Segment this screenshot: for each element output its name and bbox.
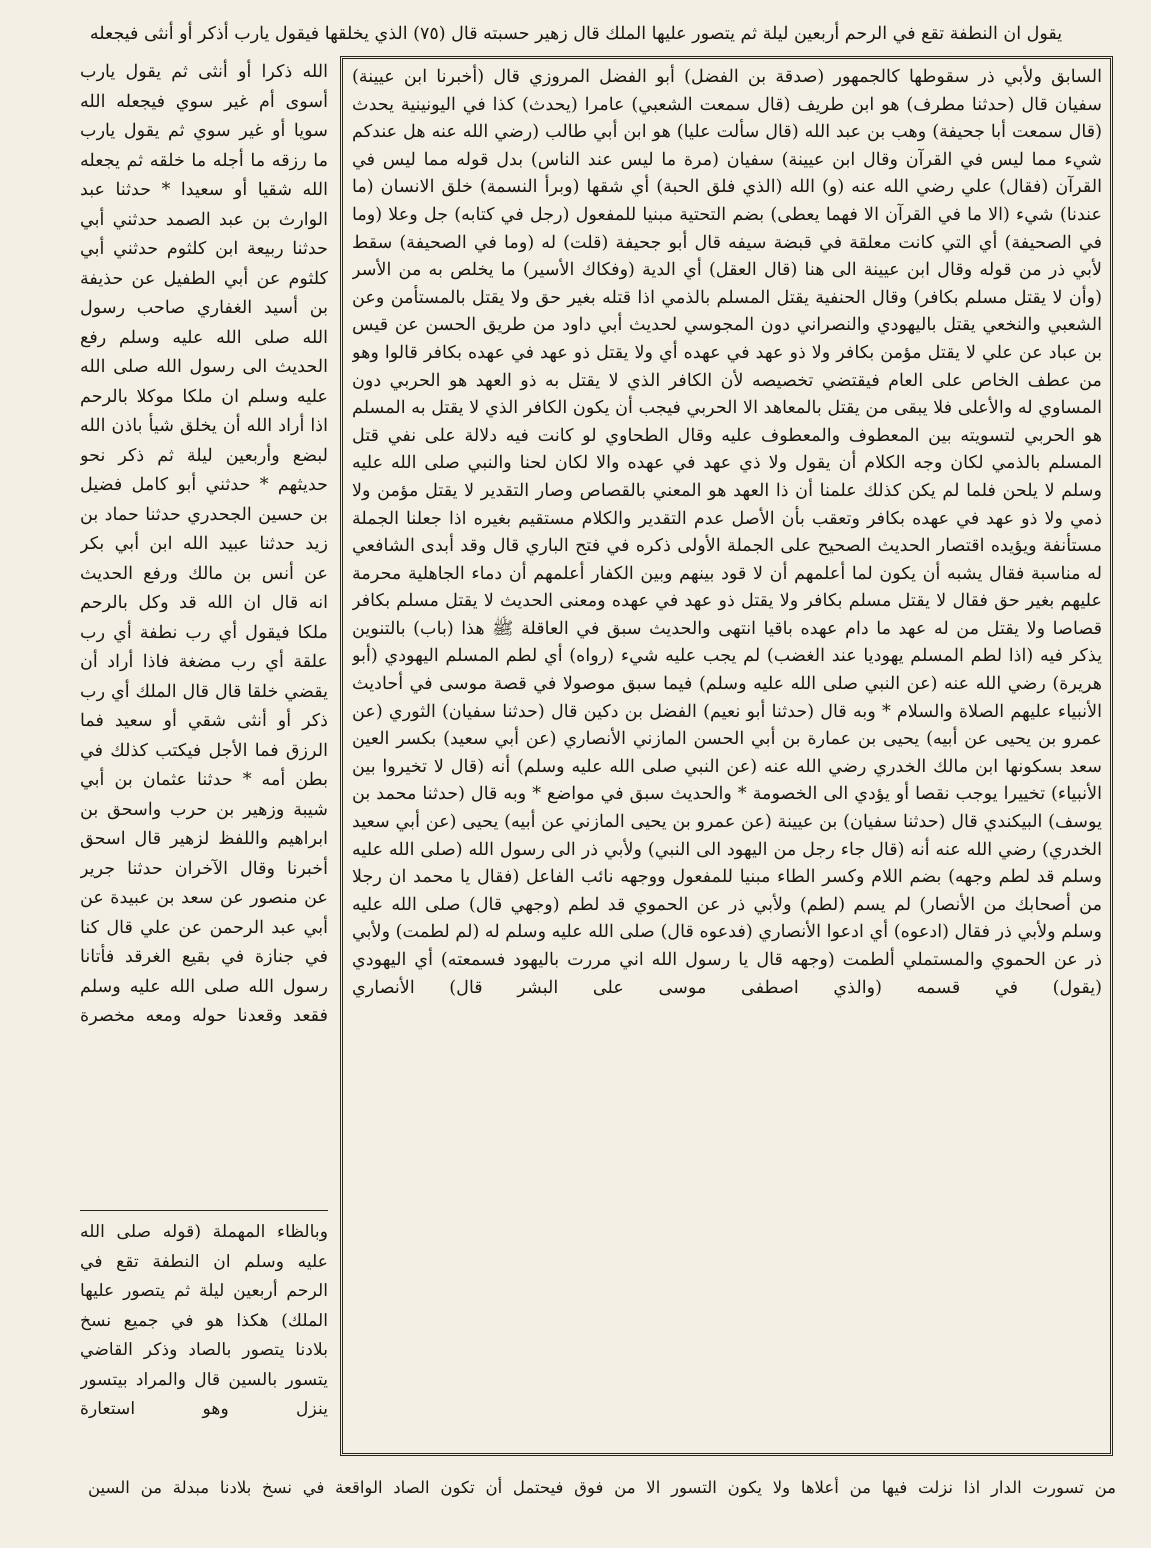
main-paragraph: السابق ولأبي ذر سقوطها كالجمهور (صدقة بن الفضل) أبو الفضل المروزي قال (أخبرنا ابن عيينة) سفيان قال (حدثنا مطرف) هو ابن طريف (قال سمعت الشعبي) عامرا (يحدث) كذا في اليونينية يحدث (قال سمعت أبا جحيفة) وهب بن عبد الله (قال سألت عليا) هو ابن أبي طالب (رضي الله عنه هل عندكم شيء مما ليس في القرآن وقال ابن عيينة) سفيان (مرة ما ليس عند الناس) بدل قوله مما ليس في القرآن (فقال) علي رضي الله عنه (و) الله (الذي فلق الحبة) أي شقها (وبرأ النسمة) خلق الانسان (ما عندنا) شيء (الا ما في القرآن الا فهما يعطى) بضم التحتية مبنيا للمفعول (رجل في كتابه) جل وعلا (وما في الصحيفة) أي التي كانت معلقة في قبضة سيفه قال أبو جحيفة (قلت) له (وما في الصحيفة) سقط لأبي ذر من قوله وقال ابن عيينة الى هنا (قال العقل) أي الدية (وفكاك الأسير) ما يخلص به من الأسر (وأن لا يقتل مسلم بكافر) وقال الحنفية يقتل المسلم بالذمي اذا قتله بغير حق ولا يقتل بالمستأمن وعن الشعبي والنخعي يقتل باليهودي والنصراني دون المجوسي لحديث أبي داود من طريق الحسن عن قيس بن عباد عن علي لا يقتل مؤمن بكافر ولا ذو عهد في عهده أي ولا يقتل ذو عهد في عهده بكافر قالوا وهو من عطف الخاص على العام فيقتضي تخصيصه لأن الكافر الذي لا يقتل به ذو العهد هو الحربي دون المساوي له والأعلى فلا يبقى من يقتل بالمعاهد الا الحربي فيجب أن يكون الكافر الذي لا يقتل به المسلم هو الحربي لتسويته بين المعطوف والمعطوف عليه وقال الطحاوي لو كانت فيه دلالة على نفي قتل المسلم بالذمي لكان وجه الكلام أن يقول ولا ذي عهد في عهده والا لكان لحنا والنبي صلى الله عليه وسلم لا يلحن فلما لم يكن كذلك علمنا أن ذا العهد هو المعني بالقصاص وصار التقدير لا يقتل مؤمن ولا ذمي ولا ذو عهد في عهده بكافر وتعقب بأن الأصل عدم التقدير والكلام مستقيم بغيره اذا جعلنا الجملة مستأنفة ويؤيده اقتصار الحديث الصحيح على الجملة الأولى ذكره في فتح الباري قال وقد أبدى الشافعي له مناسبة فقال يشبه أن يكون لما أعلمهم أن لا قود بينهم وبين الكفار أعلمهم أن دماء الجاهلية محرمة عليهم بغير حق فقال لا يقتل مسلم بكافر ولا يقتل ذو عهد في عهده ومعنى الحديث لا يقتل مسلم بكافر قصاصا ولا يقتل من له عهد ما دام عهده باقيا انتهى والحديث سبق في العاقلة ﷺ هذا (باب) بالتنوين يذكر فيه (اذا لطم المسلم يهوديا عند الغضب) لم يجب عليه شيء (رواه) أي لطم المسلم اليهودي (أبو هريرة) رضي الله عنه (عن النبي صلى الله عليه وسلم) فيما سبق موصولا في قصة موسى في أحاديث الأنبياء عليهم الصلاة والسلام * وبه قال (حدثنا أبو نعيم) الفضل بن دكين قال (حدثنا سفيان) الثوري (عن عمرو بن يحيى عن أبيه) يحيى بن عمارة بن أبي الحسن المازني الأنصاري (عن أبي سعيد) بكسر العين سعد بسكونها ابن مالك الخدري رضي الله عنه (عن النبي صلى الله عليه وسلم) أنه (قال لا تخيروا بين الأنبياء) تخييرا يوجب نقصا أو يؤدي الى الخصومة * والحديث سبق في مواضع * وبه قال (حدثنا محمد بن يوسف) البيكندي قال (حدثنا سفيان) بن عيينة (عن عمرو بن يحيى المازني عن أبيه) يحيى (عن أبي سعيد الخدري) رضي الله عنه أنه (قال جاء رجل من اليهود الى النبي) ولأبي ذر الى رسول الله (صلى الله عليه وسلم قد لطم وجهه) بضم اللام وكسر الطاء مبنيا للمفعول ووجهه نائب الفاعل (فقال يا محمد ان رجلا من أصحابك من الأنصار) لم يسم (لطم) ولأبي ذر عن الحموي قد لطم (وجهي قال) صلى الله عليه وسلم ولأبي ذر فقال (ادعوه) أي ادعوا الأنصاري (فدعوه قال) صلى الله عليه وسلم له (لم لطمت) ولأبي ذر عن الحموي والمستملي ألطمت (وجهه قال يا رسول الله اني مررت باليهود فسمعته) أي اليهودي (يقول) في قسمه (والذي اصطفى موسى على البشر قال) الأنصاري <box>352 67 1102 998</box>
page-header: يقول ان النطفة تقع في الرحم أربعين ليلة ثم يتصور عليها الملك قال زهير حسبته قال (٧٥) الذي يخلقها فيقول يارب أذكر أو أنثى فيجعله <box>89 24 1063 44</box>
margin-footnote-text <box>80 1218 328 1448</box>
note-paragraph: وبالظاء المهملة (قوله صلى الله عليه وسلم ان النطفة تقع في الرحم أربعين ليلة ثم يتصور عليها الملك) هكذا هو في جميع نسخ بلادنا يتصور بالصاد وذكر القاضي يتسور بالسين قال والمراد بيتسور ينزل وهو استعارة <box>80 1222 328 1419</box>
margin-hadith-text <box>80 58 328 1208</box>
main-commentary-text <box>352 64 1102 1444</box>
margin-divider <box>80 1210 328 1211</box>
margin-paragraph: الله ذكرا أو أنثى ثم يقول يارب أسوى أم غير سوي فيجعله الله سويا أو غير سوي ثم يقول يارب ما رزقه ما أجله ما خلقه ثم يجعله الله شقيا أو سعيدا * حدثنا عبد الوارث بن عبد الصمد حدثني أبي حدثنا ربيعة ابن كلثوم حدثني أبي كلثوم عن أبي الطفيل عن حذيفة بن أسيد الغفاري صاحب رسول الله صلى الله عليه وسلم رفع الحديث الى رسول الله صلى الله عليه وسلم ان ملكا موكلا بالرحم اذا أراد الله أن يخلق شيأ باذن الله لبضع وأربعين ليلة ثم ذكر نحو حديثهم * حدثني أبو كامل فضيل بن حسين الجحدري حدثنا حماد بن زيد حدثنا عبيد الله ابن أبي بكر عن أنس بن مالك ورفع الحديث انه قال ان الله قد وكل بالرحم ملكا فيقول أي رب نطفة أي رب علقة أي رب مضغة فاذا أراد أن يقضي خلقا قال قال الملك أي رب ذكر أو أنثى شقي أو سعيد فما الرزق فما الأجل فيكتب كذلك في بطن أمه * حدثنا عثمان بن أبي شيبة وزهير بن حرب واسحق بن ابراهيم واللفظ لزهير قال اسحق أخبرنا وقال الآخران حدثنا جرير عن منصور عن سعد بن عبيدة عن أبي عبد الرحمن عن علي قال كنا في جنازة في بقيع الغرقد فأتانا رسول الله صلى الله عليه وسلم فقعد وقعدنا حوله ومعه مخصرة <box>80 62 328 1026</box>
page-footer: من تسورت الدار اذا نزلت فيها من أعلاها ولا يكون التسور الا من فوق فيحتمل أن تكون الصاد الواقعة في نسخ بلادنا مبدلة من السين <box>88 1478 1116 1497</box>
